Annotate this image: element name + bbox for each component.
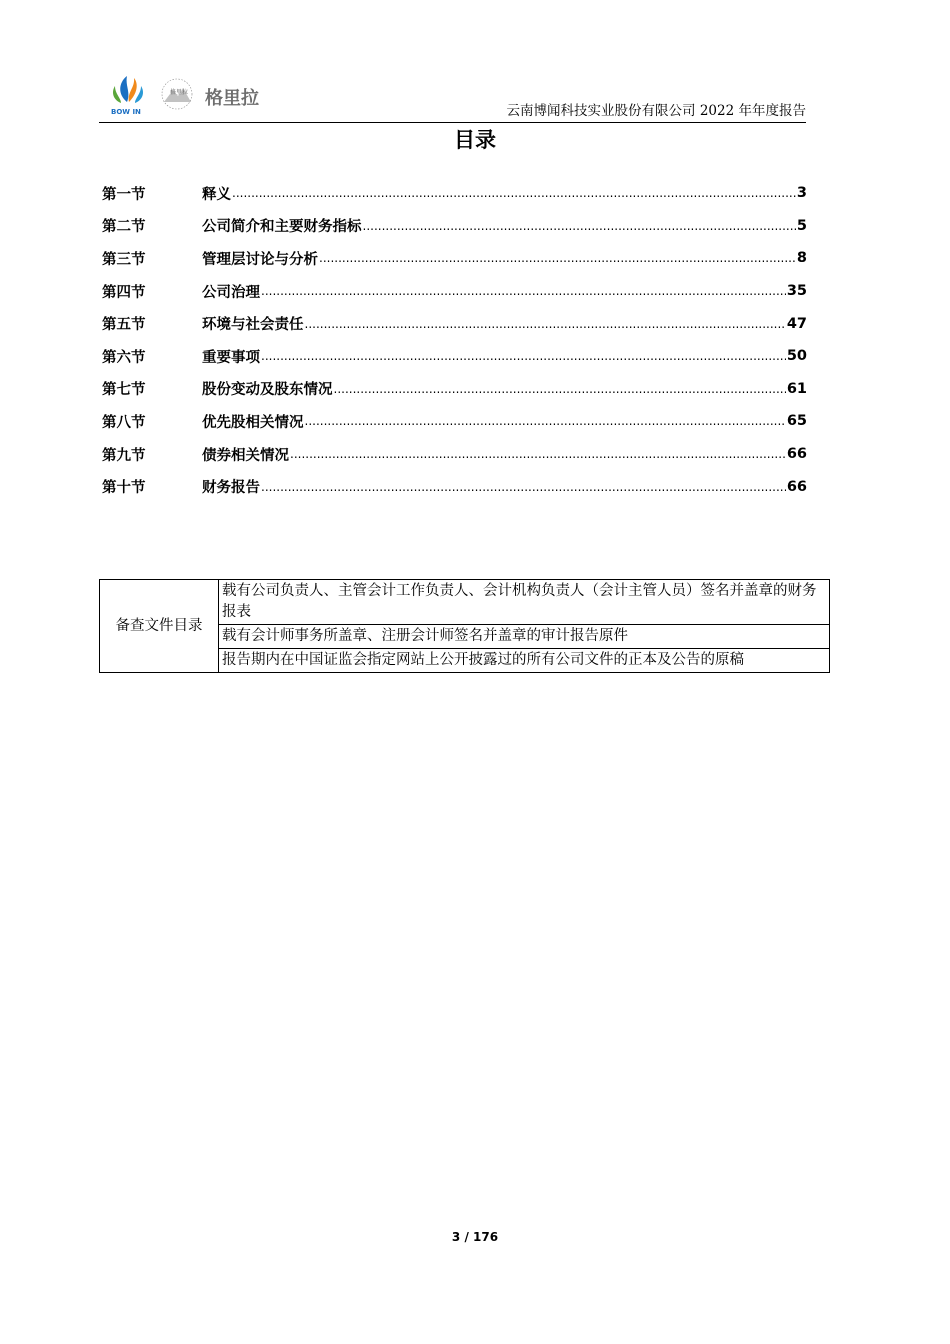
toc-entry[interactable]: [102, 307, 807, 340]
toc-section-name: 财务报告: [202, 480, 260, 497]
toc-leader-dots: [334, 381, 786, 397]
toc-section-name: 公司简介和主要财务指标: [202, 219, 362, 236]
toc-section-number: 第四节: [102, 284, 146, 301]
page-header: [99, 70, 806, 123]
toc-entry[interactable]: [102, 275, 807, 308]
toc-section-number: 第二节: [102, 219, 146, 236]
reference-documents-table: [99, 579, 830, 673]
toc-leader-dots: [261, 479, 786, 495]
toc-section-name: 释义: [202, 186, 231, 203]
toc-section-name: 管理层讨论与分析: [202, 251, 318, 268]
toc-section-name: 股份变动及股东情况: [202, 382, 333, 399]
toc-leader-dots: [232, 185, 796, 201]
toc-page-number: 66: [786, 446, 807, 463]
toc-page-number: 61: [786, 380, 807, 397]
company-logo: [107, 72, 267, 118]
page-number-footer: 3 / 176: [451, 1230, 499, 1244]
toc-page-number: 3: [796, 185, 807, 202]
toc-leader-dots: [363, 218, 796, 234]
toc-section-number: 第三节: [102, 251, 146, 268]
toc-entry[interactable]: [102, 242, 807, 275]
toc-leader-dots: [305, 413, 786, 429]
logo-wordmark: 格里拉: [205, 88, 259, 109]
toc-section-number: 第九节: [102, 447, 146, 464]
reference-item: 载有公司负责人、主管会计工作负责人、会计机构负责人（会计主管人员）签名并盖章的财务报表: [219, 580, 830, 625]
toc-entry[interactable]: [102, 470, 807, 503]
toc-entry[interactable]: [102, 210, 807, 243]
toc-section-name: 环境与社会责任: [202, 317, 304, 334]
toc-page-number: 66: [786, 478, 807, 495]
toc-page-number: 35: [786, 283, 807, 300]
reference-label: 备查文件目录: [100, 580, 219, 673]
page-title: 目录: [454, 128, 496, 152]
toc-entry[interactable]: [102, 340, 807, 373]
toc-section-number: 第五节: [102, 317, 146, 334]
table-of-contents: [102, 177, 807, 503]
toc-page-number: 8: [796, 250, 807, 267]
toc-section-number: 第八节: [102, 414, 146, 431]
toc-section-name: 公司治理: [202, 284, 260, 301]
table-row: [100, 580, 830, 625]
toc-leader-dots: [261, 283, 786, 299]
toc-leader-dots: [305, 316, 786, 332]
toc-leader-dots: [261, 348, 786, 364]
toc-page-number: 50: [786, 348, 807, 365]
toc-section-number: 第十节: [102, 480, 146, 497]
toc-section-number: 第一节: [102, 186, 146, 203]
toc-page-number: 5: [796, 217, 807, 234]
toc-page-number: 47: [786, 315, 807, 332]
toc-page-number: 65: [786, 413, 807, 430]
toc-section-number: 第七节: [102, 382, 146, 399]
toc-entry[interactable]: [102, 373, 807, 406]
toc-section-name: 优先股相关情况: [202, 414, 304, 431]
report-title-header: 云南博闻科技实业股份有限公司 2022 年年度报告: [506, 103, 806, 119]
toc-entry[interactable]: [102, 177, 807, 210]
toc-leader-dots: [290, 446, 786, 462]
reference-item: 载有会计师事务所盖章、注册会计师签名并盖章的审计报告原件: [219, 625, 830, 649]
reference-item: 报告期内在中国证监会指定网站上公开披露过的所有公司文件的正本及公告的原稿: [219, 649, 830, 673]
toc-section-name: 重要事项: [202, 349, 260, 366]
toc-leader-dots: [319, 250, 796, 266]
svg-text:格里拉: 格里拉: [170, 89, 189, 96]
toc-section-number: 第六节: [102, 349, 146, 366]
toc-section-name: 债券相关情况: [202, 447, 289, 464]
toc-entry[interactable]: [102, 405, 807, 438]
toc-entry[interactable]: [102, 438, 807, 471]
svg-text:BOW IN: BOW IN: [111, 108, 141, 116]
